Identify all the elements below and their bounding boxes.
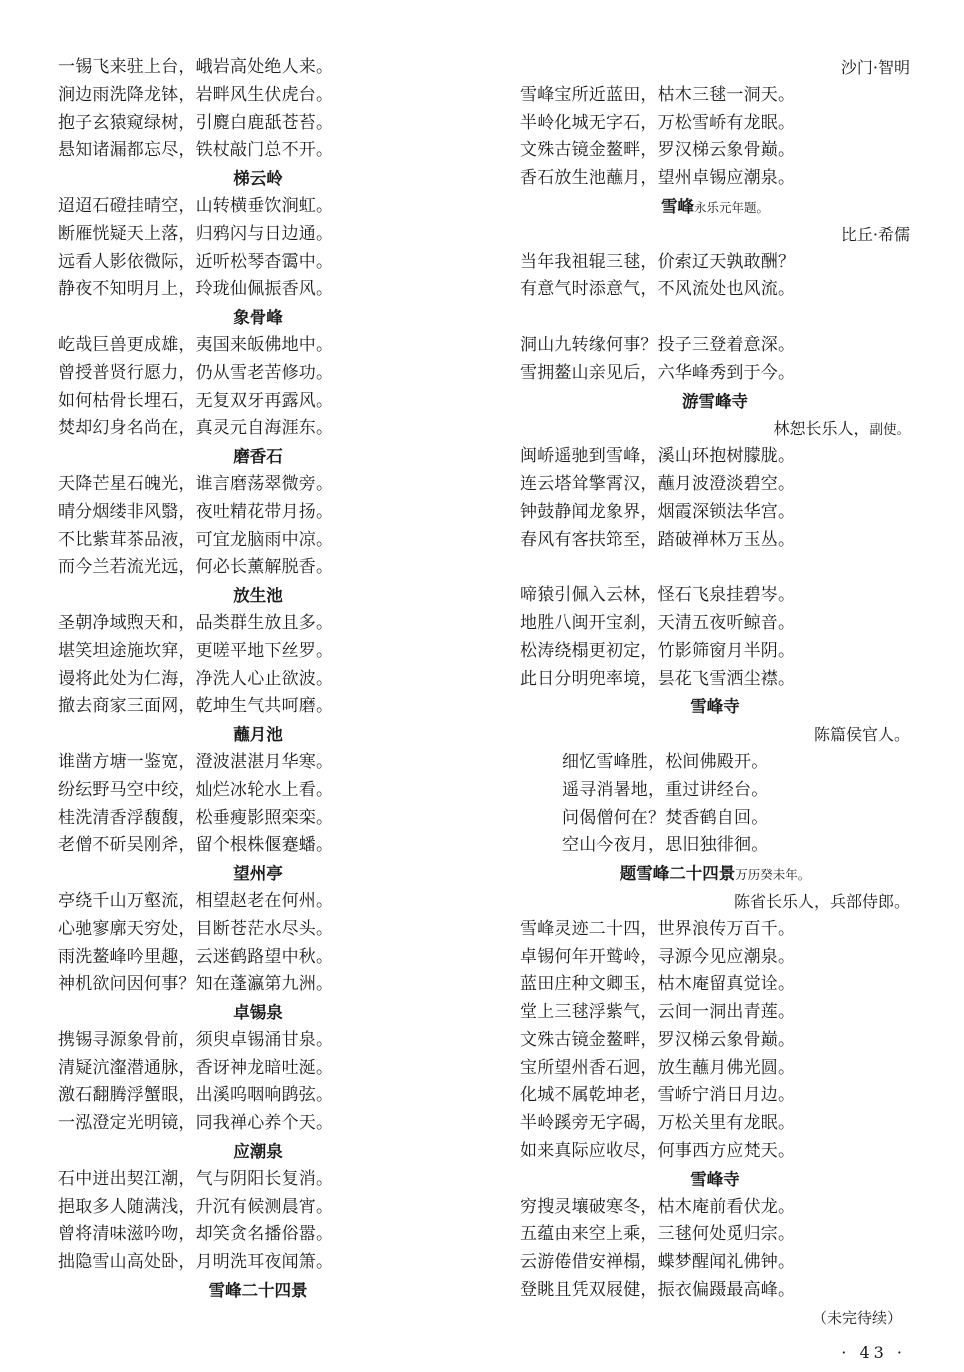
poem-line: 雪峰灵迹二十四，世界浪传万百千。 [520,918,796,939]
poem-line: 屹哉巨兽更成雄，夷国来皈佛地中。 [58,334,334,355]
poem-line: 断雁恍疑天上落，归鸦闪与日边通。 [58,223,334,244]
poem-author: 陈省长乐人，兵部侍郎。 [733,891,910,911]
poem-line: 静夜不知明月上，玲珑仙佩振香风。 [58,279,334,300]
poem-line: 天降芒星石魄光，谁言磨荡翠微旁。 [58,473,334,494]
poem-author-office: 副使。 [869,422,910,439]
poem-line: 挹取多人随满浅，升沉有候测晨宵。 [58,1196,334,1217]
poem-line: 迢迢石磴挂晴空，山转横垂饮涧虹。 [58,195,334,216]
poem-title-note: 永乐元年题。 [693,199,769,215]
poem-title: 游雪峰寺 [682,391,748,411]
poem-line: 一锡飞来驻上台，峨岩高处绝人来。 [58,57,334,77]
poem-line: 远看人影依微际，近听松琴杳霭中。 [58,251,334,272]
section-title: 雪峰二十四景 [208,1281,308,1301]
poem-line: 激石翻腾浮蟹眼，出溪呜咽响鹍弦。 [58,1085,334,1106]
poem-title [520,193,910,221]
poem-line: 香石放生池蘸月，望州卓锡应潮泉。 [520,168,796,189]
poem-line: 悬知诸漏都忘尽，铁杖敲门总不开。 [58,140,334,161]
poem-line: 石中迸出契江潮，气与阴阳长复消。 [58,1168,334,1189]
poem-author [520,415,910,443]
poem-line: 不比紫茸茶品液，可宜龙脑雨中凉。 [58,529,334,550]
poem-line: 钟鼓静闻龙象界，烟霞深锁法华宫。 [520,501,796,522]
poem-line: 啼猿引佩入云林，怪石飞泉挂碧岑。 [520,585,796,606]
poem-line: 心驰寥廓天穷处，目断苍茫水尽头。 [58,918,334,939]
poem-line: 地胜八闽开宝刹，天清五夜听鲸音。 [520,612,796,633]
page-number: · 43 · [841,1343,906,1362]
poem-line: 文殊古镜金鳌畔，罗汉梯云象骨巅。 [520,140,796,161]
poem-line: 如来真际应收尽，何事西方应梵天。 [520,1141,796,1162]
poem-line: 细忆雪峰胜，松间佛殿开。 [562,751,769,772]
poem-line: 谩将此处为仁海，净洗人心止欲波。 [58,668,334,689]
poem-line: 松涛绕榻更初定，竹影筛窗月半阴。 [520,640,796,661]
poem-title-text: 题雪峰二十四景 [619,864,736,884]
poem-title: 放生池 [233,586,283,606]
poem-line: 连云塔耸擎霄汉，蘸月波澄淡碧空。 [520,473,796,494]
poem-line: 云游倦借安禅榻，蝶梦醒闻礼佛钟。 [520,1252,796,1273]
to-be-continued: （未完待续） [811,1308,902,1327]
poem-author: 陈篇侯官人。 [813,725,910,745]
poem-line: 遥寻消暑地，重过讲经台。 [562,779,769,800]
poem-line: 春风有客扶筇至，踏破禅林万玉丛。 [520,529,796,550]
poem-line: 问偈僧何在？焚香鹤自回。 [562,807,769,828]
poem-line: 而今兰若流光远，何必长薰解脱香。 [58,557,334,578]
poem-line: 堪笑坦途施坎穽，更嗟平地下丝罗。 [58,640,334,661]
poem-line: 半岭化城无字石，万松雪峤有龙眠。 [520,112,796,133]
poem-line: 当年我祖辊三毬，价索辽天孰敢酬？ [520,251,796,272]
poem-line: 此日分明兜率境，昙花飞雪洒尘襟。 [520,668,796,689]
poem-line: 涧边雨洗降龙钵，岩畔风生伏虎台。 [58,84,334,105]
poem-line: 雪峰宝所近蓝田，枯木三毬一洞天。 [520,84,796,105]
poem-author: 沙门·智明 [840,58,910,77]
poem-line: 雨洗鳌峰吟里趣，云迷鹤路望中秋。 [58,946,334,967]
poem-title: 雪峰寺 [690,697,740,717]
stanza-gap [520,554,910,582]
poem-line: 撤去商家三面网，乾坤生气共呵磨。 [58,696,334,717]
poem-title-note: 万历癸未年。 [735,867,811,883]
poem-line: 化城不属乾坤老，雪峤宁消日月边。 [520,1085,796,1106]
poem-line: 登眺且凭双屐健，振衣偏蹑最高峰。 [520,1280,796,1301]
poem-line: 抱子玄猿窥绿树，引麑白鹿舐苍苔。 [58,112,334,133]
poem-line: 曾授普贤行愿力，仍从雪老苦修功。 [58,362,334,383]
poem-line: 桂洗清香浮馥馥，松垂瘦影照栾栾。 [58,807,334,828]
poem-line: 拙隐雪山高处卧，月明洗耳夜闻箫。 [58,1252,334,1273]
poem-line: 空山今夜月，思旧独徘徊。 [562,835,769,856]
poem-line: 清疑沆瀣潜通脉，香讶神龙暗吐涎。 [58,1057,334,1078]
poem-line: 有意气时添意气，不风流处也风流。 [520,279,796,300]
poem-line: 堂上三毬浮紫气，云间一洞出青莲。 [520,1002,796,1023]
stanza-gap [520,304,910,332]
poem-line: 卓锡何年开鹫岭，寻源今见应潮泉。 [520,946,796,967]
right-column [520,54,910,1333]
poem-line: 晴分烟缕非风翳，夜吐精花带月扬。 [58,501,334,522]
poem-line: 一泓澄定光明镜，同我禅心养个天。 [58,1113,334,1134]
poem-title: 蘸月池 [233,725,283,745]
poem-line: 纷纭野马空中绞，灿烂冰轮水上看。 [58,779,334,800]
poem-line: 如何枯骨长埋石，无复双牙再露风。 [58,390,334,411]
poem-line: 圣朝净域煦天和，品类群生放且多。 [58,612,334,633]
poem-line: 宝所望州香石迥，放生蘸月佛光圆。 [520,1057,796,1078]
poem-title: 梯云岭 [233,169,283,189]
poem-line: 半岭蹊旁无字碣，万松关里有龙眠。 [520,1113,796,1134]
poem-line: 神机欲问因何事？知在蓬瀛第九洲。 [58,974,334,995]
poem-line: 老僧不斫吴刚斧，留个根株偃蹇蟠。 [58,835,334,856]
poem-title: 象骨峰 [233,308,283,328]
poem-line: 闽峤遥驰到雪峰，溪山环抱树朦胧。 [520,446,796,467]
left-column [58,54,458,1305]
poem-title: 卓锡泉 [233,1003,283,1023]
poem-title: 望州亭 [233,864,283,884]
poem-line: 携锡寻源象骨前，须臾卓锡涌甘泉。 [58,1029,334,1050]
poem-title: 应潮泉 [233,1142,283,1162]
poem-line: 曾将清味滋吟吻，却笑贪名播俗嚣。 [58,1224,334,1245]
poem-line: 洞山九转缘何事？投子三登着意深。 [520,334,796,355]
poem-title: 磨香石 [233,447,283,467]
poem-line: 五蕴由来空上乘，三毬何处觅归宗。 [520,1224,796,1245]
poem-line: 蓝田庄种文卿玉，枯木庵留真觉诠。 [520,974,796,995]
poem-line: 焚却幻身名尚在，真灵元自海涯东。 [58,418,334,439]
poem-title-text: 雪峰 [660,196,694,216]
poem-line: 雪拥鳌山亲见后，六华峰秀到于今。 [520,362,796,383]
poem-line: 谁凿方塘一鉴宽，澄波湛湛月华寒。 [58,751,334,772]
poem-author: 比丘·希儒 [840,224,910,244]
poem-title [520,860,910,888]
poem-title: 雪峰寺 [690,1169,740,1189]
poem-line: 亭绕千山万壑流，相望赵老在何州。 [58,890,334,911]
poem-line: 穷搜灵壤破寒冬，枯木庵前看伏龙。 [520,1196,796,1217]
poem-author-name: 林恕长乐人， [773,419,870,439]
poem-line: 文殊古镜金鳌畔，罗汉梯云象骨巅。 [520,1029,796,1050]
